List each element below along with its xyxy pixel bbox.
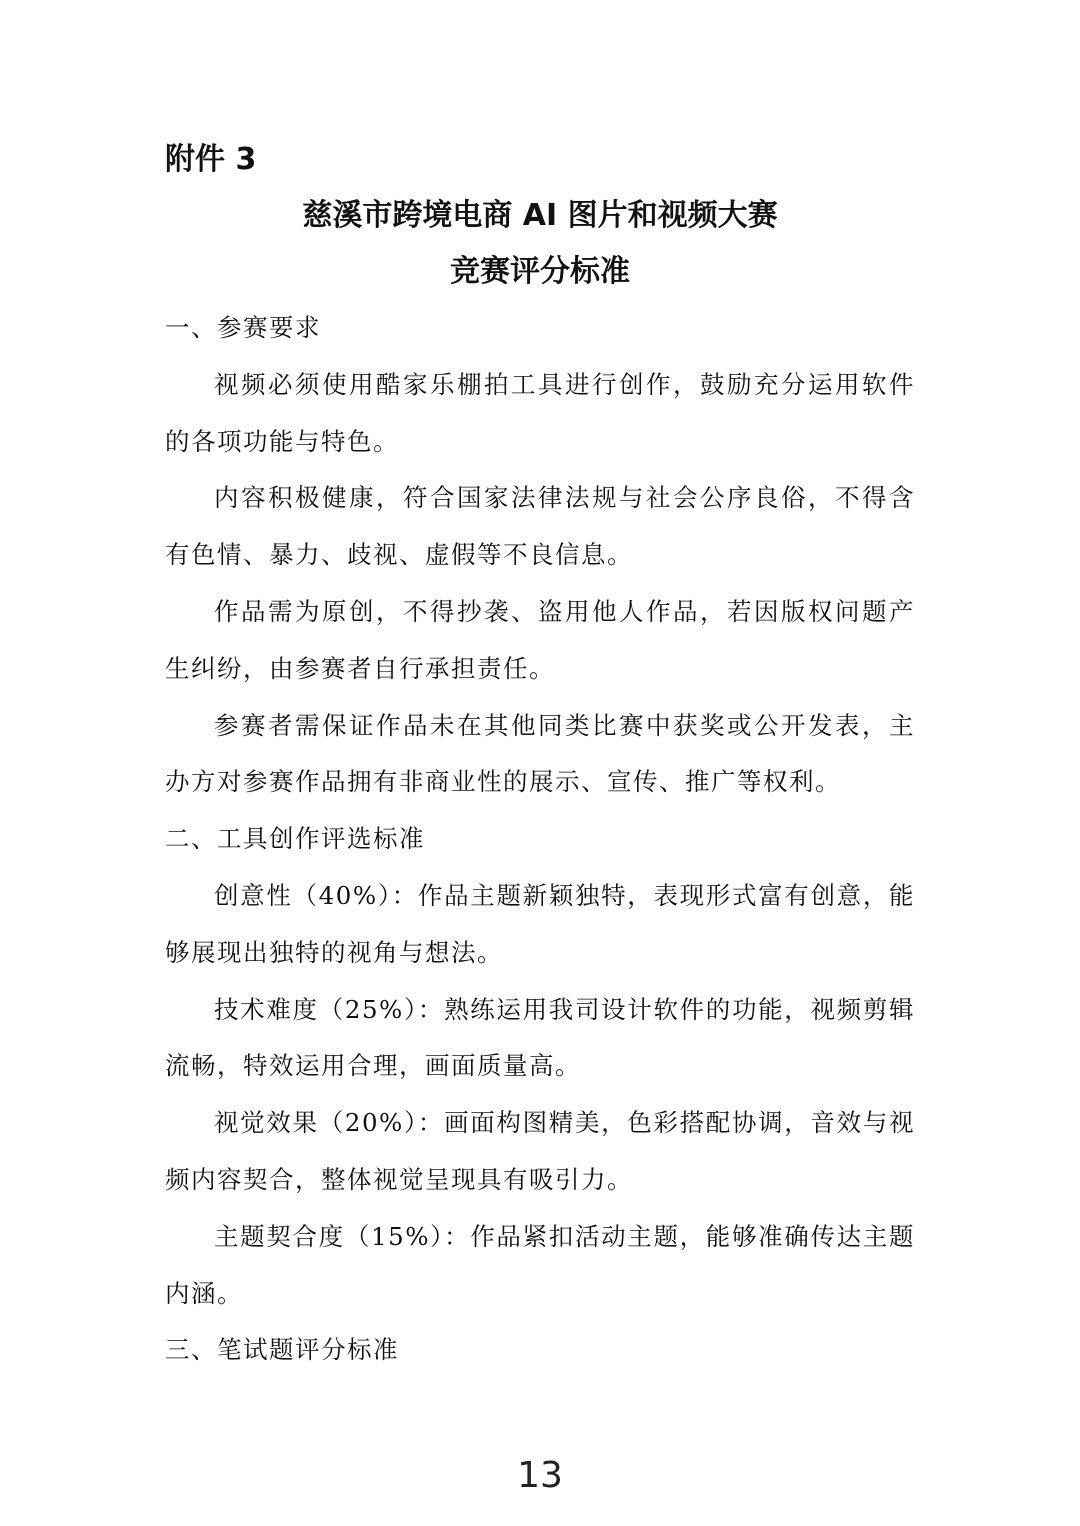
- page-number: 13: [517, 1455, 563, 1496]
- paragraph: 视频必须使用酷家乐棚拍工具进行创作，鼓励充分运用软件的各项功能与特色。: [165, 369, 915, 456]
- attachment-label: 附件 3: [165, 142, 257, 177]
- section-heading-tool-criteria: 二、工具创作评选标准: [165, 824, 425, 854]
- paragraph: 视觉效果（20%）：画面构图精美，色彩搭配协调，音效与视频内容契合，整体视觉呈现具有吸引力。: [165, 1108, 915, 1194]
- paragraph: 内容积极健康，符合国家法律法规与社会公序良俗，不得含有色情、暴力、歧视、虚假等不良信息。: [165, 483, 915, 570]
- paragraph: 参赛者需保证作品未在其他同类比赛中获奖或公开发表，主办方对参赛作品拥有非商业性的展示、宣传、推广等权利。: [165, 710, 915, 797]
- section-heading-requirements: 一、参赛要求: [165, 313, 321, 342]
- paragraph: 作品需为原创，不得抄袭、盗用他人作品，若因版权问题产生纠纷，由参赛者自行承担责任。: [165, 596, 915, 683]
- document-body: [165, 300, 915, 1379]
- section-heading-written-test: 三、笔试题评分标准: [165, 1335, 399, 1365]
- paragraph: 技术难度（25%）：熟练运用我司设计软件的功能，视频剪辑流畅，特效运用合理，画面质量高。: [165, 994, 915, 1081]
- document-title: 慈溪市跨境电商 AI 图片和视频大赛: [302, 198, 778, 233]
- paragraph: 主题契合度（15%）：作品紧扣活动主题，能够准确传达主题内涵。: [165, 1221, 915, 1308]
- paragraph: 创意性（40%）：作品主题新颖独特，表现形式富有创意，能够展现出独特的视角与想法。: [165, 880, 915, 967]
- document-subtitle: 竞赛评分标准: [450, 254, 630, 289]
